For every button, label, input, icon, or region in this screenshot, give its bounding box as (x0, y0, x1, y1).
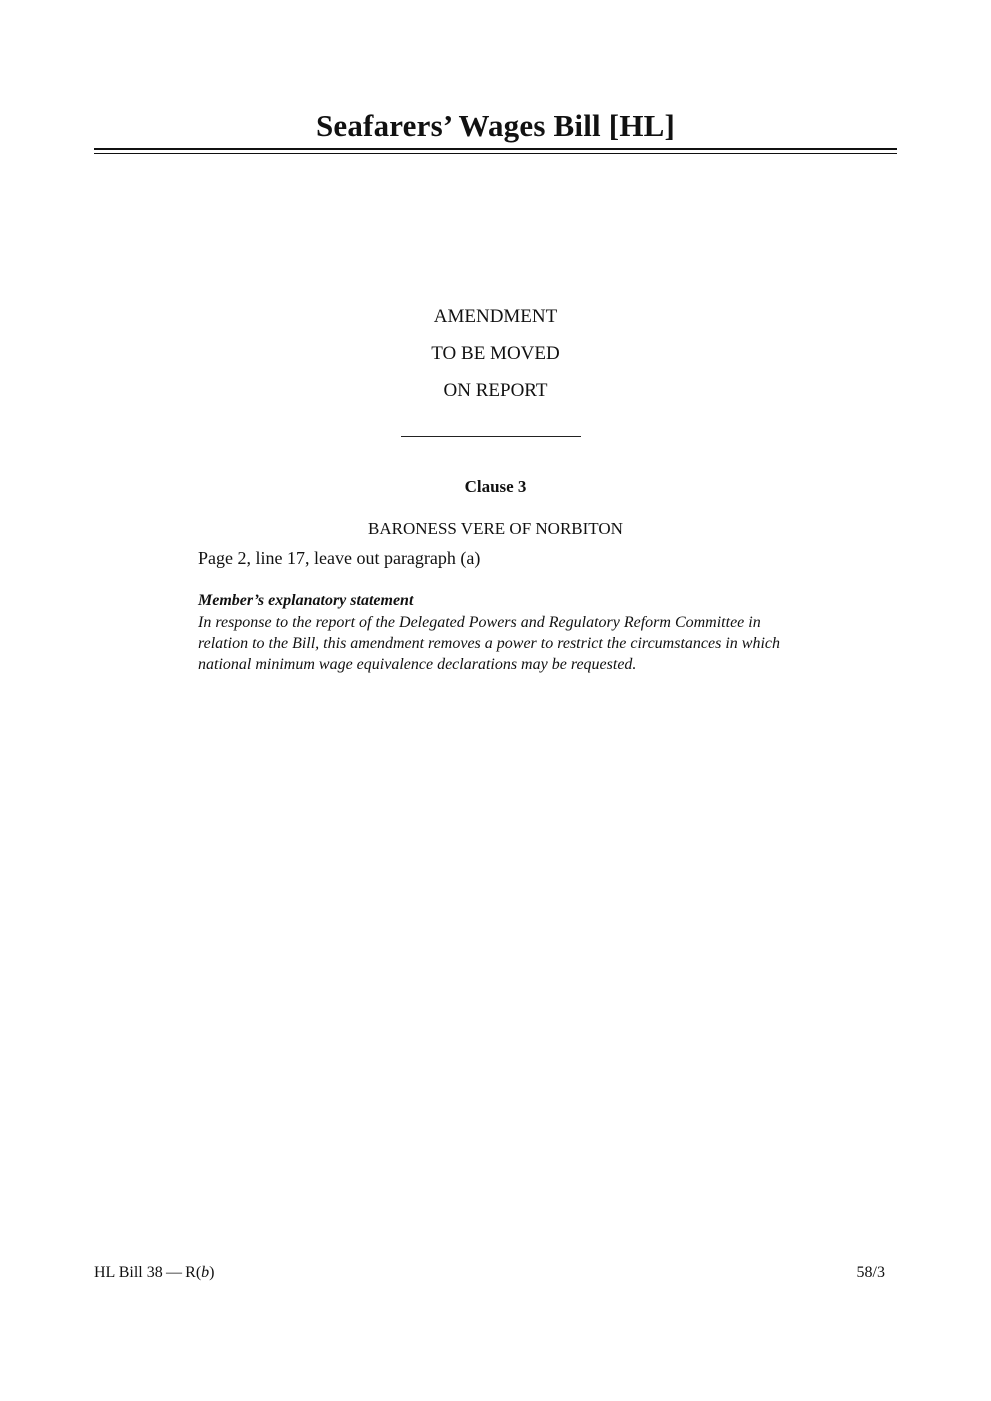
amendment-text: Page 2, line 17, leave out paragraph (a) (198, 548, 481, 568)
section-divider (401, 436, 581, 437)
clause-heading: Clause 3 (464, 477, 527, 496)
explanatory-statement-line: national minimum wage equivalence declarations may be requested. (198, 656, 637, 673)
bill-title: Seafarers’ Wages Bill [HL] (315, 108, 676, 143)
amendment-heading-line-2: TO BE MOVED (431, 343, 560, 364)
bill-ref-suffix: ) (209, 1264, 215, 1281)
bill-ref-print-letter: b (201, 1264, 210, 1281)
bill-ref-prefix: HL Bill 38 — R( (94, 1264, 202, 1281)
footer-bill-reference (94, 1263, 214, 1283)
title-rule-thick (94, 148, 897, 150)
explanatory-statement-body (198, 612, 888, 675)
amendment-heading-line-3: ON REPORT (443, 380, 548, 401)
footer-page-reference: 58/3 (856, 1264, 885, 1281)
amendment-heading-line-1: AMENDMENT (433, 306, 558, 327)
member-name: BARONESS VERE OF NORBITON (368, 519, 623, 538)
title-rule-thin (94, 153, 897, 154)
explanatory-statement-heading: Member’s explanatory statement (198, 592, 414, 609)
explanatory-statement-line: In response to the report of the Delegated Powers and Regulatory Reform Committee in (198, 614, 761, 631)
explanatory-statement-line: relation to the Bill, this amendment removes a power to restrict the circumstances in which (198, 635, 780, 652)
